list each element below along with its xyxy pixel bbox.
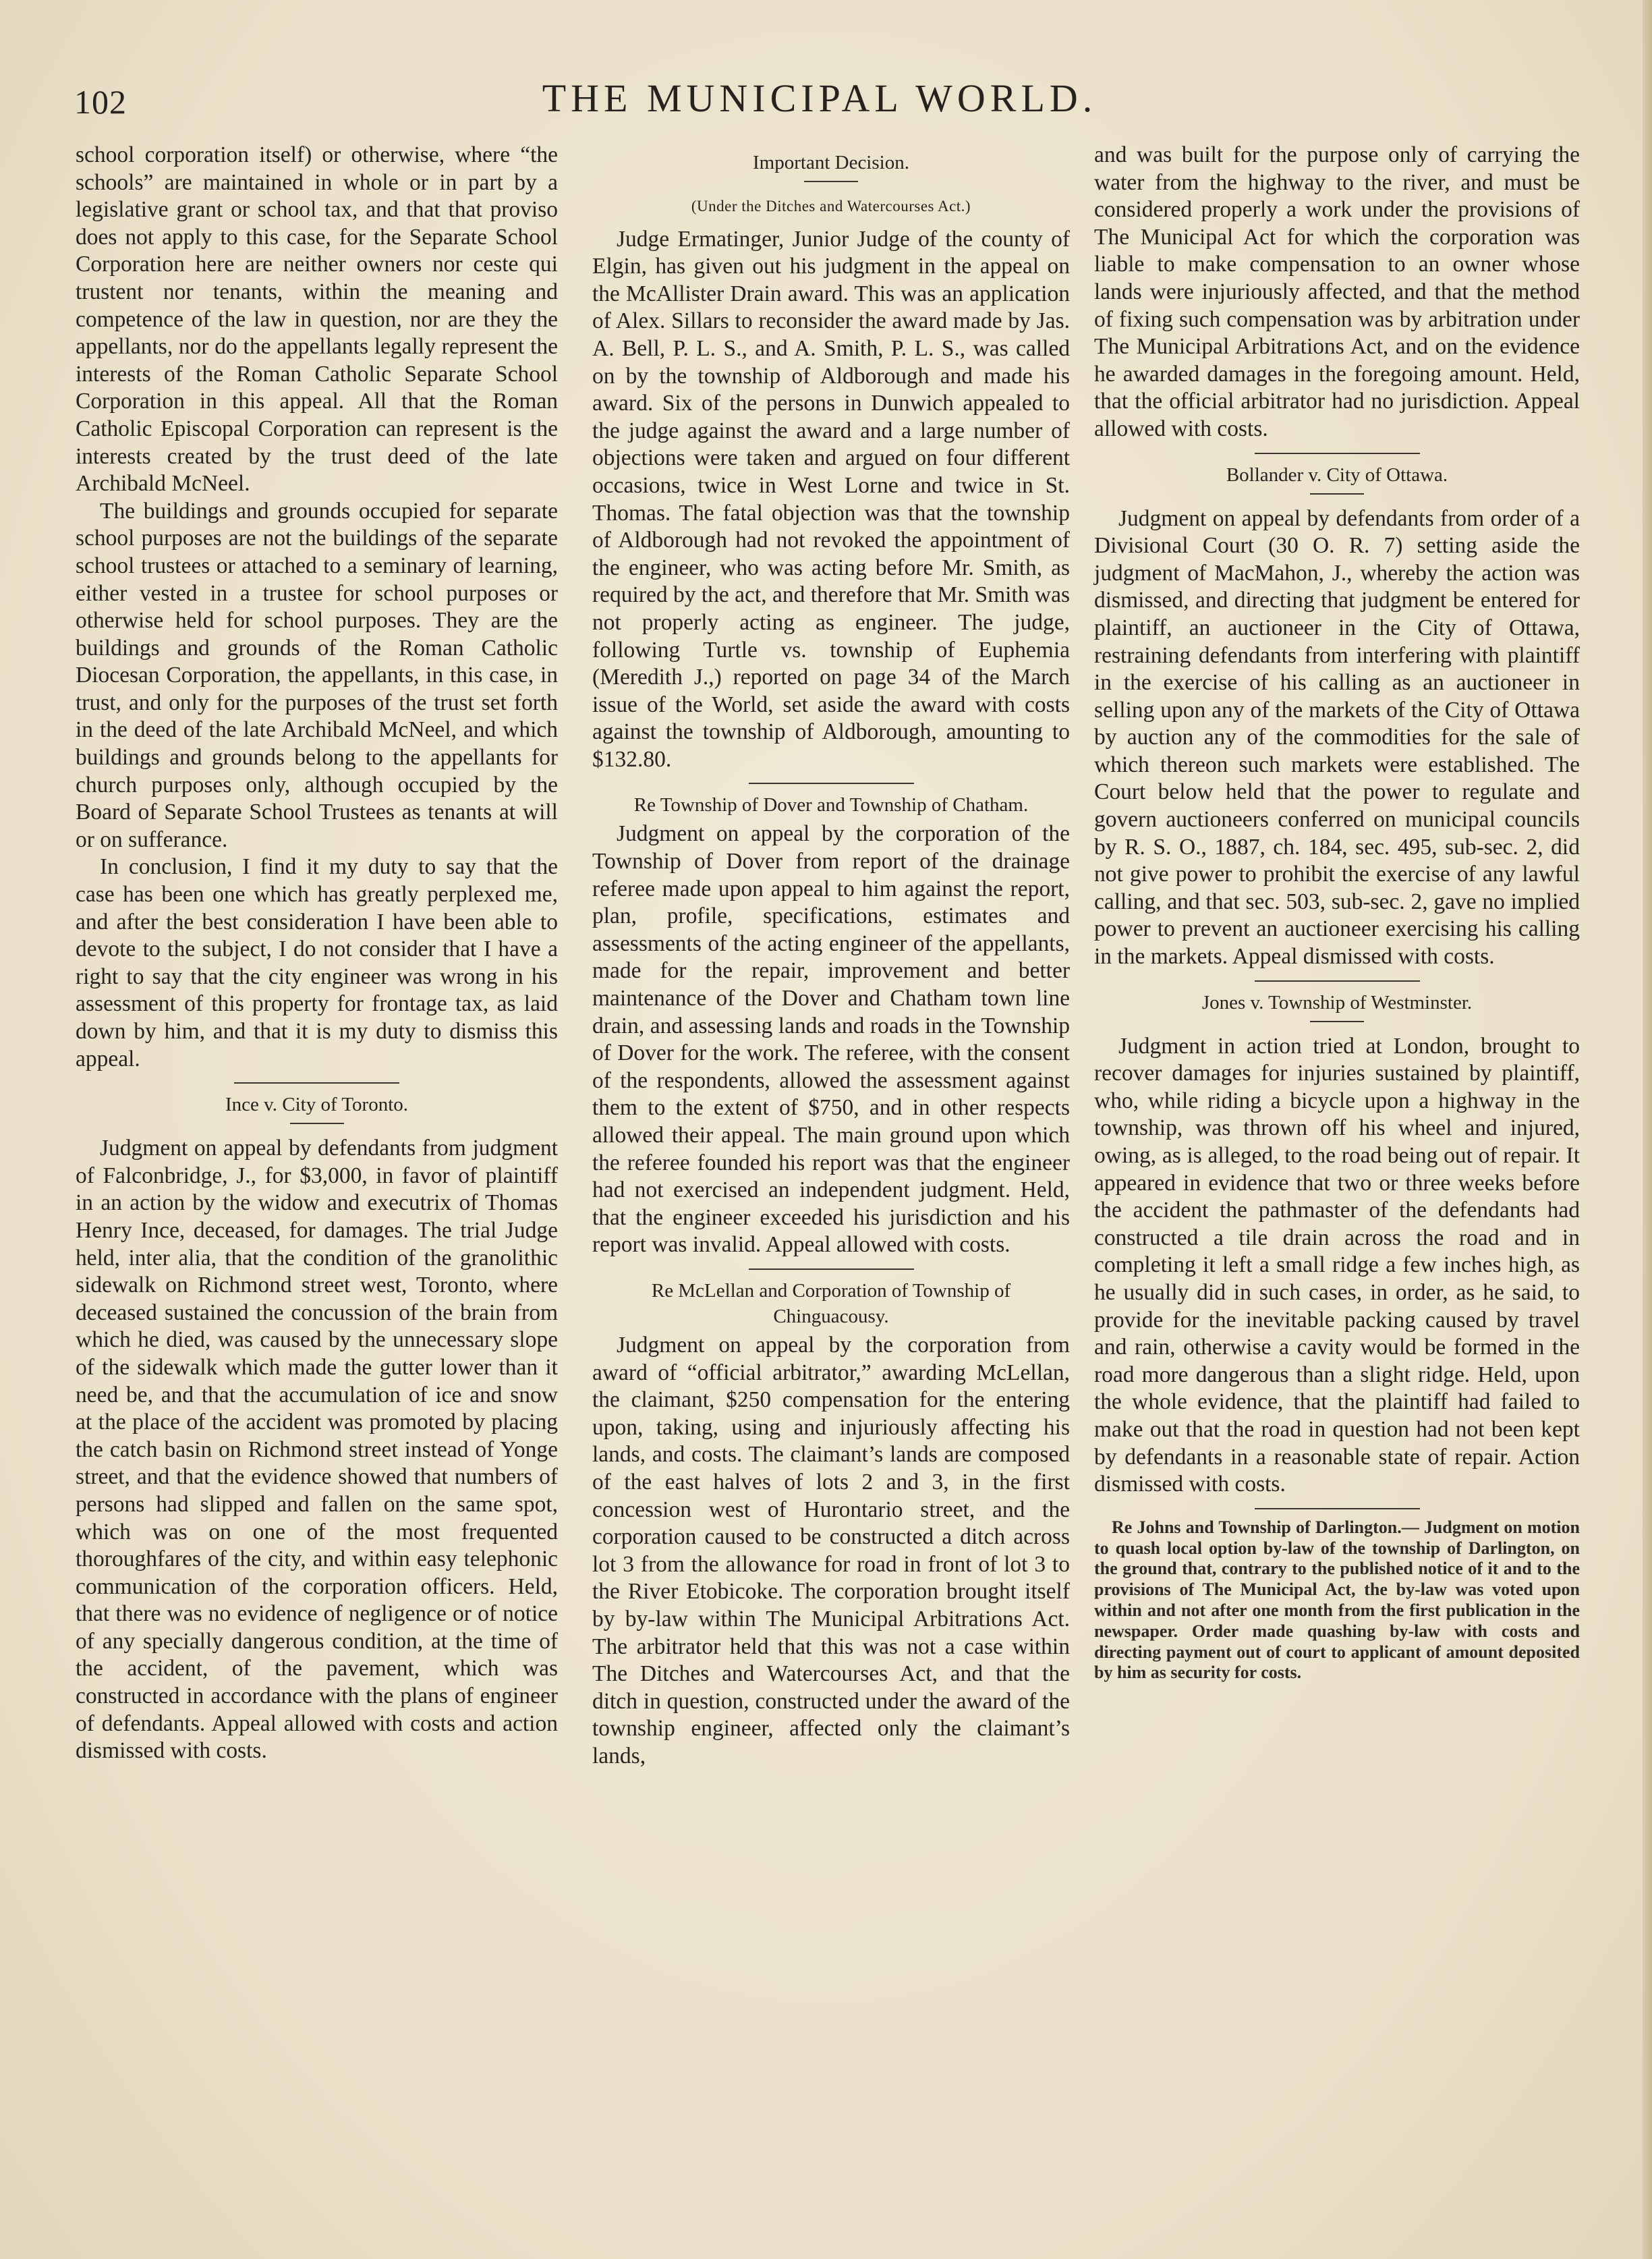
article-continued-paragraph: school corporation itself) or otherwise, where “the schools” are maintained in whole or in part by a legislative grant or school tax, and that that proviso does not apply to this case, for the Separate School Corporation here are neither owners nor ceste qui trustent nor tenants, within the meaning and competence of the law in question, nor are they the appellants, nor do the appellants legally represent the interests of the Roman Catholic Separate School Corporation in this appeal. All that the Roman Catholic Episcopal Corporation can represent is the interests created by the trust deed of the late Archibald McNeel.	[76, 142, 558, 497]
case-subheading: (Under the Ditches and Watercourses Act.)	[691, 198, 971, 215]
article-paragraph: In conclusion, I find it my duty to say that the case has been one which has greatly perplexed me, and after the best consideration I have been able to devote to the subject, I do not consider that I have a right to say that the city engineer was wrong in his assessment of this property for frontage tax, as laid down by him, and that it is my duty to dismiss this appeal.	[76, 854, 558, 1071]
article-paragraph: The buildings and grounds occupied for separate school purposes are not the buildings of the separate school trustees or attached to a seminary of learning, either vested in a trustee for school purposes or otherwise held for school purposes. They are the buildings and grounds of the Roman Catholic Diocesan Corporation, the appellants, in this case, in trust, and only for the purposes of the trust set forth in the deed of the late Archibald McNeel, and which buildings and grounds belong to the appellants for church purposes only, although occupied by the Board of Separate School Trustees as tenants at will or on sufferance.	[76, 498, 558, 852]
heading-rule	[290, 1123, 344, 1124]
section-divider	[1255, 980, 1420, 982]
column-middle	[592, 142, 1070, 1770]
section-divider	[234, 1082, 399, 1084]
heading-rule	[1310, 493, 1364, 495]
column-left	[76, 142, 558, 1765]
case-paragraph-jones: Judgment in action tried at London, brought to recover damages for injuries sustained by plaintiff, who, while riding a bicycle upon a highway in the township, was thrown off his wheel and injured, owing, as is alleged, to the road being out of repair. It appeared in evidence that two or three weeks before the accident the pathmaster of the defendants had constructed a tile drain across the road and in completing it left a small ridge a few inches high, as he usually did in such cases, in order, as he said, to provide for the inevitable packing caused by travel and rain, otherwise a cavity would be formed in the road more dangerous than a slight ridge. Held, upon the whole evidence, that the plaintiff had failed to make out that the road in question had not been kept by defendants in a reasonable state of repair. Action dismissed with costs.	[1094, 1033, 1580, 1497]
case-paragraph-ince: Judgment on appeal by defendants from judgment of Falconbridge, J., for $3,000, in favor of plaintiff in an action by the widow and executrix of Thomas Henry Ince, deceased, for damages. The trial Judge held, inter alia, that the condition of the granolithic sidewalk on Richmond street west, Toronto, where deceased sustained the concussion of the brain from which he died, was caused by the unnecessary slope of the sidewalk which made the gutter lower than it need be, and that the accumulation of ice and snow at the place of the accident was promoted by placing the catch basin on Richmond street instead of Yonge street, and that the evidence showed that numbers of persons had slipped and fallen on the same spot, which was on one of the most frequented thoroughfares of the city, and within easy telephonic communication of the corporation officers. Held, that there was no evidence of negligence or of notice of any specially dangerous condition, at the time of the accident, of the pavement, which was constructed in accordance with the plans of engineer of defendants. Appeal allowed with costs and action dismissed with costs.	[76, 1136, 558, 1764]
page-header	[74, 76, 1565, 130]
case-heading-bollander: Bollander v. City of Ottawa.	[1226, 464, 1448, 486]
publication-title: THE MUNICIPAL WORLD.	[542, 76, 1098, 120]
section-divider	[1255, 1508, 1420, 1509]
case-heading-ince: Ince v. City of Toronto.	[225, 1094, 408, 1116]
case-paragraph-important-decision: Judge Ermatinger, Junior Judge of the county of Elgin, has given out his judgment in the appeal on the McAllister Drain award. This was an application of Alex. Sillars to reconsider the award made by Jas. A. Bell, P. L. S., and A. Smith, P. L. S., was called on by the township of Aldborough and made his award. Six of the persons in Dunwich appealed to the judge against the award and a large number of objections were taken and argued on four different occasions, twice in West Lorne and twice in St. Thomas. The fatal objection was that the township of Aldborough had not revoked the appointment of the engineer, who was acting before Mr. Smith, as required by the act, and therefore that Mr. Smith was not properly acting as engineer. The judge, following Turtle vs. township of Euphemia (Meredith J.,) reported on page 34 of the March issue of the World, set aside the award with costs against the township of Aldborough, amounting to $132.80.	[592, 226, 1070, 772]
case-paragraph-mclellan-continued: and was built for the purpose only of carrying the water from the highway to the river, and must be considered properly a work under the provisions of The Municipal Act for which the corporation was liable to make compensation to an owner whose lands were injuriously affected, and that the method of fixing such compensation was by arbitration under The Municipal Arbitrations Act, and on the evidence he awarded damages in the foregoing amount. Held, that the official arbitrator had no jurisdiction. Appeal allowed with costs.	[1094, 142, 1580, 441]
case-heading-important-decision: Important Decision.	[753, 152, 909, 173]
case-heading-dover: Re Township of Dover and Township of Chatham.	[633, 794, 1029, 816]
heading-rule	[804, 181, 858, 182]
case-heading-jones: Jones v. Township of Westminster.	[1201, 991, 1473, 1013]
case-paragraph-dover: Judgment on appeal by the corporation of the Township of Dover from report of the drainage referee made upon appeal to him against the report, plan, profile, specifications, estimates and assessments of the acting engineer of the appellants, made for the repair, improvement and better maintenance of the Dover and Chatham town line drain, and assessing lands and roads in the Township of Dover for the work. The referee, with the consent of the respondents, allowed the assessment against them to the extent of $750, and in other respects allowed their appeal. The main ground upon which the referee founded his report was that the engineer had not exercised an independent judgment. Held, that the engineer exceeded his jurisdiction and his report was invalid. Appeal allowed with costs.	[592, 821, 1070, 1258]
page-number: 102	[74, 83, 127, 121]
section-divider	[749, 783, 914, 784]
case-note-johns	[1094, 1517, 1580, 1683]
case-heading-mclellan: Re McLellan and Corporation of Township of Chinguacousy.	[651, 1279, 1011, 1327]
case-note-johns-text: Re Johns and Township of Darlington.— Judgment on motion to quash local option by-law of the township of Darlington, on the ground that, contrary to the published notice of it and to the provisions of The Municipal Act, the by-law was voted upon within and not after one month from the first publication in the newspaper. Order made quashing by-law with costs and directing payment out of court to applicant of amount deposited by him as security for costs.	[1094, 1517, 1580, 1683]
case-paragraph-bollander: Judgment on appeal by defendants from order of a Divisional Court (30 O. R. 7) setting aside the judgment of MacMahon, J., whereby the action was dismissed, and directing that judgment be entered for plaintiff, an auctioneer in the City of Ottawa, restraining defendants from interfering with plaintiff in the exercise of his calling as an auctioneer in selling upon any of the markets of the City of Ottawa by auction any of the commodities for the sale of which thereon such markets were established. The Court below held that the power to regulate and govern auctioneers conferred on municipal councils by R. S. O., 1887, ch. 184, sec. 495, sub-sec. 2, did not give power to prohibit the exercise of any lawful calling, and that sec. 503, sub-sec. 2, gave no implied power to prevent an auctioneer exercising his calling in the markets. Appeal dismissed with costs.	[1094, 505, 1580, 970]
case-paragraph-mclellan: Judgment on appeal by the corporation from award of “official arbitrator,” awarding McLellan, the claimant, $250 compensation for the entering upon, taking, using and injuriously affecting his lands, and costs. The claimant’s lands are composed of the east halves of lots 2 and 3, in the first concession west of Hurontario street, and the corporation caused to be constructed a ditch across lot 3 from the allowance for road in front of lot 3 to the River Etobicoke. The corporation brought itself by by-law within The Municipal Arbitrations Act. The arbitrator held that this was not a case within The Ditches and Watercourses Act, and that the ditch in question, constructed under the award of the township engineer, affected only the claimant’s lands,	[592, 1332, 1070, 1768]
column-right	[1094, 142, 1580, 1683]
section-divider	[1255, 453, 1420, 454]
section-divider	[749, 1268, 914, 1270]
heading-rule	[1310, 1021, 1364, 1022]
page-edge	[1643, 0, 1652, 2259]
